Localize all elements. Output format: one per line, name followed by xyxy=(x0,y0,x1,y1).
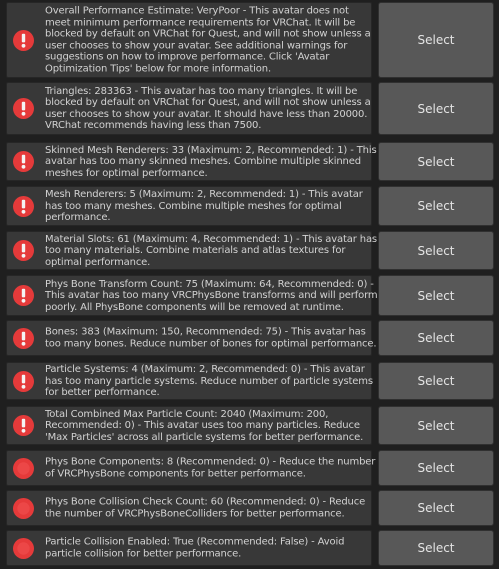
warning-text xyxy=(45,537,368,560)
warning-message-box xyxy=(6,2,372,78)
warning-text-line: Phys Bone Components: 8 (Recommended: 0) - Reduce the number xyxy=(45,456,376,468)
warning-row xyxy=(0,530,499,566)
warning-text-line: Skinned Mesh Renderers: 33 (Maximum: 2, Recommended: 1) - This xyxy=(45,144,377,156)
warning-text-line: suggestions on how to improve performance. Click 'Avatar xyxy=(45,51,330,63)
select-button[interactable]: Select xyxy=(378,82,494,135)
warning-text-line: has too many particle systems. Reduce number of particle systems xyxy=(45,375,373,387)
warning-message-box xyxy=(6,82,372,135)
warning-row xyxy=(0,275,499,316)
warning-row xyxy=(0,490,499,526)
warning-text-line: Phys Bone Transform Count: 75 (Maximum: 64, Recommended: 0) - xyxy=(45,278,374,290)
warning-row xyxy=(0,186,499,226)
select-button[interactable]: Select xyxy=(378,275,494,316)
warning-text-line: meet minimum performance requirements for VRChat. It will be xyxy=(45,17,356,28)
error-exclamation-icon xyxy=(12,414,35,437)
warning-text-line: meshes for optimal performance. xyxy=(45,167,208,179)
warning-message-box xyxy=(6,362,372,400)
warning-message-box xyxy=(6,142,377,181)
error-exclamation-icon xyxy=(12,195,35,218)
warning-text-line: Overall Performance Estimate: VeryPoor - This avatar does not xyxy=(45,5,349,17)
warning-text-line: avatar has too many skinned meshes. Combine multiple skinned xyxy=(45,155,361,167)
warning-message-box xyxy=(6,490,372,526)
warning-text xyxy=(45,456,376,480)
warning-message-box xyxy=(6,320,377,356)
warning-text-line: VRChat recommends having less than 7500. xyxy=(45,120,262,131)
select-button[interactable]: Select xyxy=(378,530,494,566)
error-exclamation-icon xyxy=(12,29,35,52)
warning-message-box xyxy=(6,186,372,226)
warning-text xyxy=(45,497,368,520)
warning-text-line: for better performance. xyxy=(45,386,160,398)
warning-text-line: Optimization Tips' below for more information. xyxy=(45,63,271,74)
warning-text xyxy=(45,189,368,224)
select-button[interactable]: Select xyxy=(378,406,494,445)
warning-text-line: Mesh Renderers: 5 (Maximum: 2, Recommended: 1) - This avatar xyxy=(45,188,363,200)
warning-text-line: optimal performance. xyxy=(45,256,151,268)
warning-text-line: Total Combined Max Particle Count: 2040 (Maximum: 200, xyxy=(45,408,329,420)
warning-message-box xyxy=(6,231,377,270)
warning-text-line: poorly. All PhysBone components will be removed at runtime. xyxy=(45,301,344,313)
warning-message-box xyxy=(6,530,372,566)
warning-circle-icon xyxy=(12,497,35,520)
warning-text-line: performance. xyxy=(45,211,111,223)
warning-text xyxy=(45,5,371,75)
select-button[interactable]: Select xyxy=(378,142,494,181)
warning-message-box xyxy=(6,275,378,316)
warning-row xyxy=(0,2,499,78)
warning-text-line: Particle Systems: 4 (Maximum: 2, Recommended: 0) - This avatar xyxy=(45,363,365,375)
warning-message-box xyxy=(6,450,376,486)
warning-text-line: blocked by default on VRChat for Quest, and will not show unless a xyxy=(45,97,371,108)
warning-text-line: user chooses to show your avatar. It should have less than 20000. xyxy=(45,108,368,120)
error-exclamation-icon xyxy=(12,150,35,173)
warning-row xyxy=(0,406,499,445)
warning-text-line: blocked by default on VRChat for Quest, and will not show unless a xyxy=(45,28,371,40)
warning-row xyxy=(0,231,499,270)
select-button[interactable]: Select xyxy=(378,450,494,486)
error-exclamation-icon xyxy=(12,239,35,262)
warning-row xyxy=(0,142,499,181)
warning-text-line: Phys Bone Collision Check Count: 60 (Recommended: 0) - Reduce xyxy=(45,496,366,508)
warning-text xyxy=(45,408,368,443)
error-exclamation-icon xyxy=(12,327,35,350)
warning-circle-icon xyxy=(12,457,35,480)
warning-text-line: too many bones. Reduce number of bones for optimal performance. xyxy=(45,338,377,349)
warning-text xyxy=(45,363,373,399)
select-button[interactable]: Select xyxy=(378,2,494,78)
select-button[interactable]: Select xyxy=(378,362,494,400)
warning-text-line: This avatar has too many VRCPhysBone transforms and will perform xyxy=(45,289,378,301)
warning-text-line: too many materials. Combine materials and atlas textures for xyxy=(45,244,346,256)
select-button[interactable]: Select xyxy=(378,490,494,526)
warning-text-line: Particle Collision Enabled: True (Recommended: False) - Avoid xyxy=(45,536,345,548)
warning-text-line: of VRCPhysBone components for better performance. xyxy=(45,468,306,479)
warning-text xyxy=(45,233,377,268)
select-button[interactable]: Select xyxy=(378,186,494,226)
warning-text-line: Material Slots: 61 (Maximum: 4, Recommended: 1) - This avatar has xyxy=(45,233,377,245)
select-button[interactable]: Select xyxy=(378,320,494,356)
warning-row xyxy=(0,82,499,135)
warning-row xyxy=(0,450,499,486)
warning-text-line: user chooses to show your avatar. See additional warnings for xyxy=(45,40,348,51)
warning-row xyxy=(0,320,499,356)
warning-text-line: Triangles: 283363 - This avatar has too many triangles. It will be xyxy=(45,85,358,97)
error-exclamation-icon xyxy=(12,284,35,307)
warning-text xyxy=(45,278,378,313)
warning-text xyxy=(45,144,377,179)
warning-text-line: Bones: 383 (Maximum: 150, Recommended: 75) - This avatar has xyxy=(45,326,366,338)
warning-text xyxy=(45,85,371,132)
error-exclamation-icon xyxy=(12,97,35,120)
warning-text-line: the number of VRCPhysBoneColliders for better performance. xyxy=(45,508,345,519)
error-exclamation-icon xyxy=(12,370,35,393)
warning-text-line: 'Max Particles' across all particle systems for better performance. xyxy=(45,431,364,443)
warning-row xyxy=(0,362,499,400)
warning-circle-icon xyxy=(12,537,35,560)
warning-text-line: has too many meshes. Combine multiple meshes for optimal xyxy=(45,200,342,212)
warning-text xyxy=(45,326,377,350)
warning-text-line: particle collision for better performance. xyxy=(45,548,242,559)
warning-text-line: Recommended: 0) - This avatar uses too many particles. Reduce xyxy=(45,419,360,431)
select-button[interactable]: Select xyxy=(378,231,494,270)
warning-message-box xyxy=(6,406,372,445)
